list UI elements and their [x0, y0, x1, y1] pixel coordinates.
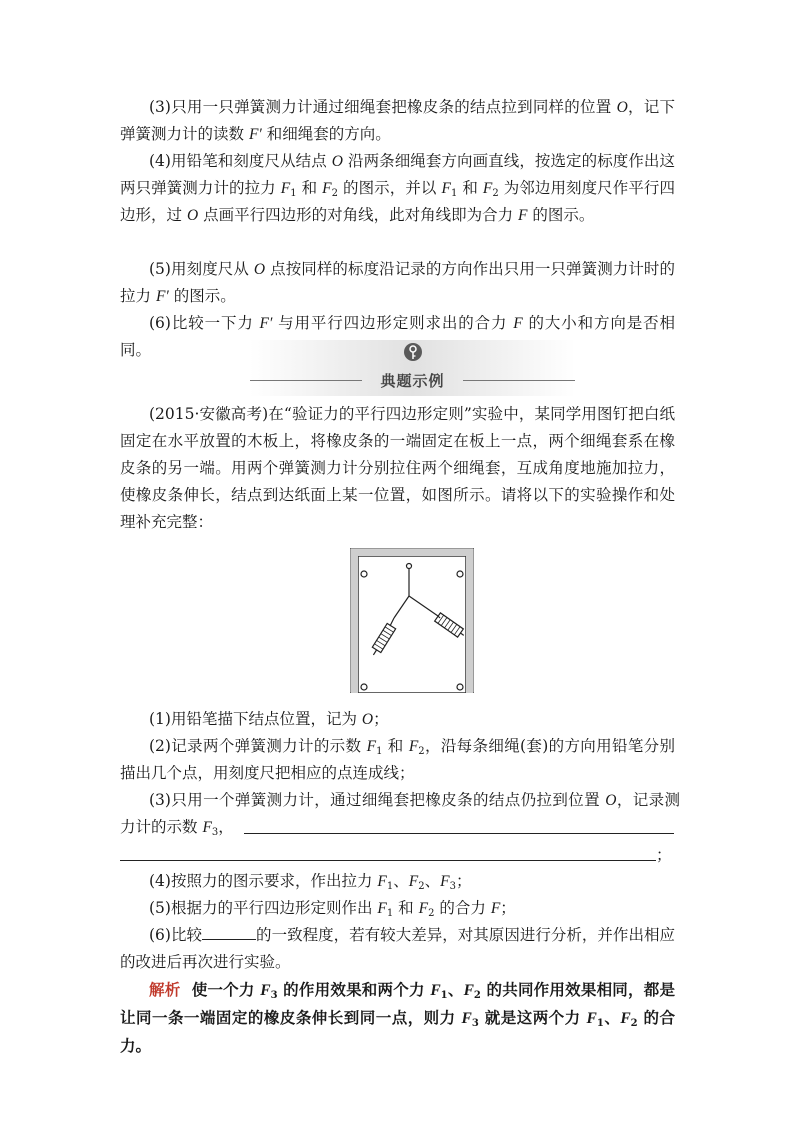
step-6-paragraph: (6)比较一下力 F′ 与用平行四边形定则求出的合力 F 的大小和方向是否相同。 — [120, 314, 675, 359]
answer-blank-line-1[interactable] — [244, 833, 674, 834]
substep-2: (2)记录两个弹簧测力计的示数 $F_1$ 和 $F_2$，沿每条细绳(套)的方向用铅笔分别描出几个点，用刻度尺把相应的点连成线； — [120, 737, 675, 782]
answer-blank-inline[interactable] — [202, 925, 256, 940]
analysis-paragraph: 解析 使一个力 $F_3$ 的作用效果和两个力 $F_1$、$F_2$ 的共同作用效果相同，都是让同一条一端固定的橡皮条伸长到同一点，则力 $F_3$ 就是这两个力 $F_1$、$F_2$ 的合力。 — [120, 980, 675, 1055]
analysis-label: 解析 — [149, 981, 181, 999]
step-3-paragraph: (3)只用一只弹簧测力计通过细绳套把橡皮条的结点拉到同样的位置 O，记下弹簧测力计的读数 F′ 和细绳套的方向。 — [120, 98, 675, 143]
step-4-paragraph: (4)用铅笔和刻度尺从结点 O 沿两条细绳套方向画直线，按选定的标度作出这两只弹簧测力计的拉力 $F_1$ 和 $F_2$ 的图示，并以 $F_1$ 和 $F_2$ 为邻边用刻度尺作平行四边形，过 O 点画平行四边形的对角线，此对角线即为合力 F 的图示。 — [120, 152, 675, 224]
key-icon — [403, 342, 423, 364]
answer-blank-line-2[interactable] — [120, 860, 656, 861]
substep-3-end: ； — [656, 846, 672, 864]
substep-5: (5)根据力的平行四边形定则作出 $F_1$ 和 $F_2$ 的合力 F； — [149, 899, 516, 919]
experiment-figure — [350, 548, 474, 693]
substep-6: (6)比较 的一致程度，若有较大差异，对其原因进行分析，并作出相应的改进后再次进行实验。 — [120, 926, 675, 971]
substep-1: (1)用铅笔描下结点位置，记为 O； — [149, 710, 389, 728]
problem-text: 在“验证力的平行四边形定则”实验中，某同学用图钉把白纸固定在水平放置的木板上，将橡皮条的一端固定在板上一点，两个细绳套系在橡皮条的另一端。用两个弹簧测力计分别拉住两个细绳套，互成角度地施加拉力，使橡皮条伸长，结点到达纸面上某一位置，如图所示。请将以下的实验操作和处理补充完整： — [120, 405, 675, 531]
section-banner — [250, 340, 575, 396]
problem-source: (2015·安徽高考) — [149, 405, 269, 423]
substep-3: (3)只用一个弹簧测力计，通过细绳套把橡皮条的结点仍拉到位置 O，记录测力计的示数 $F_3$， — [120, 791, 680, 838]
problem-paragraph — [120, 401, 675, 536]
substep-4: (4)按照力的图示要求，作出拉力 $F_1$、$F_2$、$F_3$； — [149, 872, 472, 892]
step-5-paragraph: (5)用刻度尺从 O 点按同样的标度沿记录的方向作出只用一只弹簧测力计时的拉力 F′ 的图示。 — [120, 260, 675, 305]
section-title: 典题示例 — [380, 372, 445, 390]
